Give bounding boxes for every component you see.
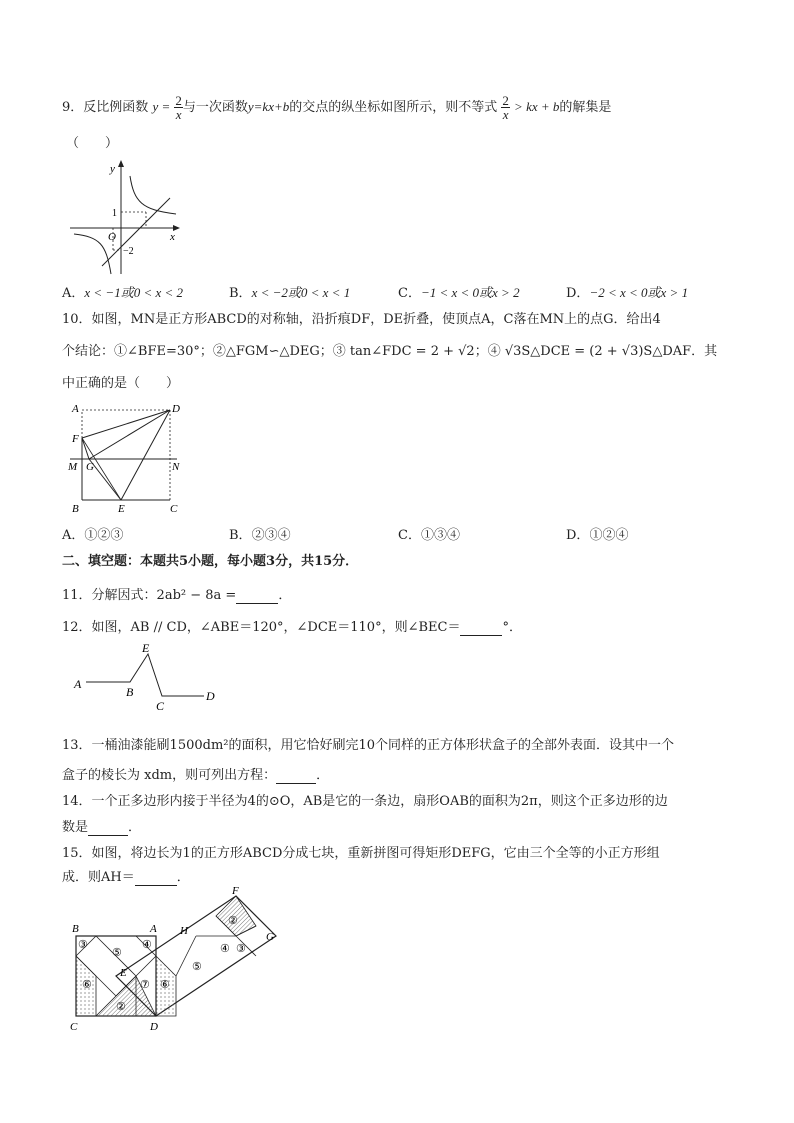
q10-option-b[interactable]: B．②③④ — [229, 528, 291, 543]
q10-label-c: C — [170, 503, 178, 515]
q15-label-d: D — [150, 1021, 158, 1033]
q15-label-a: A — [150, 923, 157, 935]
q13-line-2: 盒子的棱长为 xdm，则可列出方程： ． — [62, 768, 330, 783]
q12-polyline — [86, 654, 204, 696]
q10-figure — [62, 398, 187, 516]
q15-piece-label-2a: ② — [116, 1001, 126, 1013]
q15-label-h: H — [180, 925, 188, 937]
q15-line-2: 成．则AH＝ ． — [62, 870, 190, 885]
q12-label-b: B — [126, 685, 134, 699]
q9-option-d[interactable]: D．−2 < x < 0或x > 1 — [566, 285, 689, 301]
q15-figure — [60, 884, 290, 1036]
q9-origin-label: O — [108, 231, 116, 243]
q15-label-g: G — [266, 931, 274, 943]
q9-option-b[interactable]: B．x < −2或0 < x < 1 — [229, 285, 351, 301]
q10-option-d[interactable]: D．①②④ — [566, 528, 629, 543]
q12-figure — [70, 640, 230, 716]
q11-answer-blank[interactable] — [236, 588, 278, 604]
q12-stem: 12．如图，AB // CD，∠ABE＝120°，∠DCE＝110°，则∠BEC＝ °． — [62, 620, 522, 635]
q15-label-b: B — [72, 923, 79, 935]
q10-option-c[interactable]: C．①③④ — [398, 528, 460, 543]
q12-answer-blank[interactable] — [460, 620, 502, 636]
q9-x-label: x — [170, 231, 175, 243]
q15-piece-label-4b: ④ — [220, 943, 230, 955]
q9-fraction-2: $\frac{2}{x}$ — [502, 93, 509, 122]
q15-label-e: E — [120, 967, 127, 979]
q10-label-b: B — [72, 503, 79, 515]
q9-fraction-1: $\frac{2}{x}$ — [175, 93, 182, 122]
q15-piece-label-6a: ⑥ — [82, 979, 92, 991]
q15-piece-label-3b: ③ — [236, 943, 246, 955]
q9-tick-1: 1 — [112, 208, 117, 219]
q14-answer-blank[interactable] — [88, 820, 128, 836]
q15-piece-label-5a: ⑤ — [112, 947, 122, 959]
q13-line-1: 13．一桶油漆能刷1500dm²的面积，用它恰好刷完10个同样的正方体形状盒子的全部外表面．设其中一个 — [62, 738, 675, 753]
q10-line-2: 个结论：①∠BFE=30°；②△FGM∽△DEG；③ tan∠FDC = 2 + √2；④ √3S△DCE = (2 + √3)S△DAF．其 — [62, 344, 718, 359]
q15-piece-label-5b: ⑤ — [192, 961, 202, 973]
q9-hyperbola-branch-1 — [130, 176, 176, 214]
q15-piece-label-6b: ⑥ — [160, 979, 170, 991]
q10-label-f: F — [72, 433, 79, 445]
q15-piece-label-3a: ③ — [78, 939, 88, 951]
q15-label-f: F — [232, 885, 239, 897]
q10-segment-dg — [89, 410, 170, 459]
q9-y-label: y — [110, 163, 115, 175]
q10-label-d: D — [172, 403, 180, 415]
q10-label-e: E — [118, 503, 125, 515]
q15-piece-label-2b: ② — [228, 915, 238, 927]
q11-stem: 11．分解因式：2ab² − 8a = ． — [62, 588, 292, 603]
q10-label-n: N — [172, 461, 180, 473]
q9-option-c[interactable]: C．−1 < x < 0或x > 2 — [398, 285, 520, 301]
q9-answer-paren: （ ） — [66, 136, 119, 151]
section-2-heading: 二、填空题：本题共5小题，每小题3分，共15分． — [62, 554, 359, 569]
q15-piece-label-7: ⑦ — [140, 979, 150, 991]
q12-label-a: A — [74, 677, 82, 691]
q10-line-1: 10．如图，MN是正方形ABCD的对称轴，沿折痕DF，DE折叠，使顶点A，C落在MN上的点G．给出4 — [62, 312, 661, 327]
q9-graph — [64, 158, 184, 276]
q9-tick-neg2: −2 — [123, 246, 134, 257]
q10-line-3: 中正确的是（ ） — [62, 376, 180, 391]
q10-segment-fg — [82, 438, 89, 459]
q9-hyperbola-branch-2 — [74, 234, 111, 274]
q15-piece-label-4a: ④ — [142, 939, 152, 951]
q12-label-c: C — [156, 699, 165, 713]
q14-line-2: 数是 ． — [62, 820, 142, 835]
q13-answer-blank[interactable] — [276, 768, 316, 784]
q10-label-g: G — [86, 461, 94, 473]
q10-option-a[interactable]: A．①②③ — [62, 528, 124, 543]
q15-line-1: 15．如图，将边长为1的正方形ABCD分成七块，重新拼图可得矩形DEFG，它由三个全等的小正方形组 — [62, 846, 660, 861]
q12-label-e: E — [142, 641, 150, 655]
q9-stem: 9．反比例函数 y = $\frac{2}{x}$ 与一次函数y=kx+b的交点的纵坐标如图所示，则不等式 $\frac{2}{x}$ > kx + b的解集是 — [62, 93, 612, 122]
q9-option-a[interactable]: A．x < −1或0 < x < 2 — [62, 285, 184, 301]
q15-label-c: C — [70, 1021, 78, 1033]
q10-label-a: A — [72, 403, 79, 415]
q12-label-d: D — [206, 689, 215, 703]
q14-line-1: 14．一个正多边形内接于半径为4的⊙O，AB是它的一条边，扇形OAB的面积为2π，则这个正多边形的边 — [62, 794, 668, 809]
q10-label-m: M — [68, 461, 78, 473]
